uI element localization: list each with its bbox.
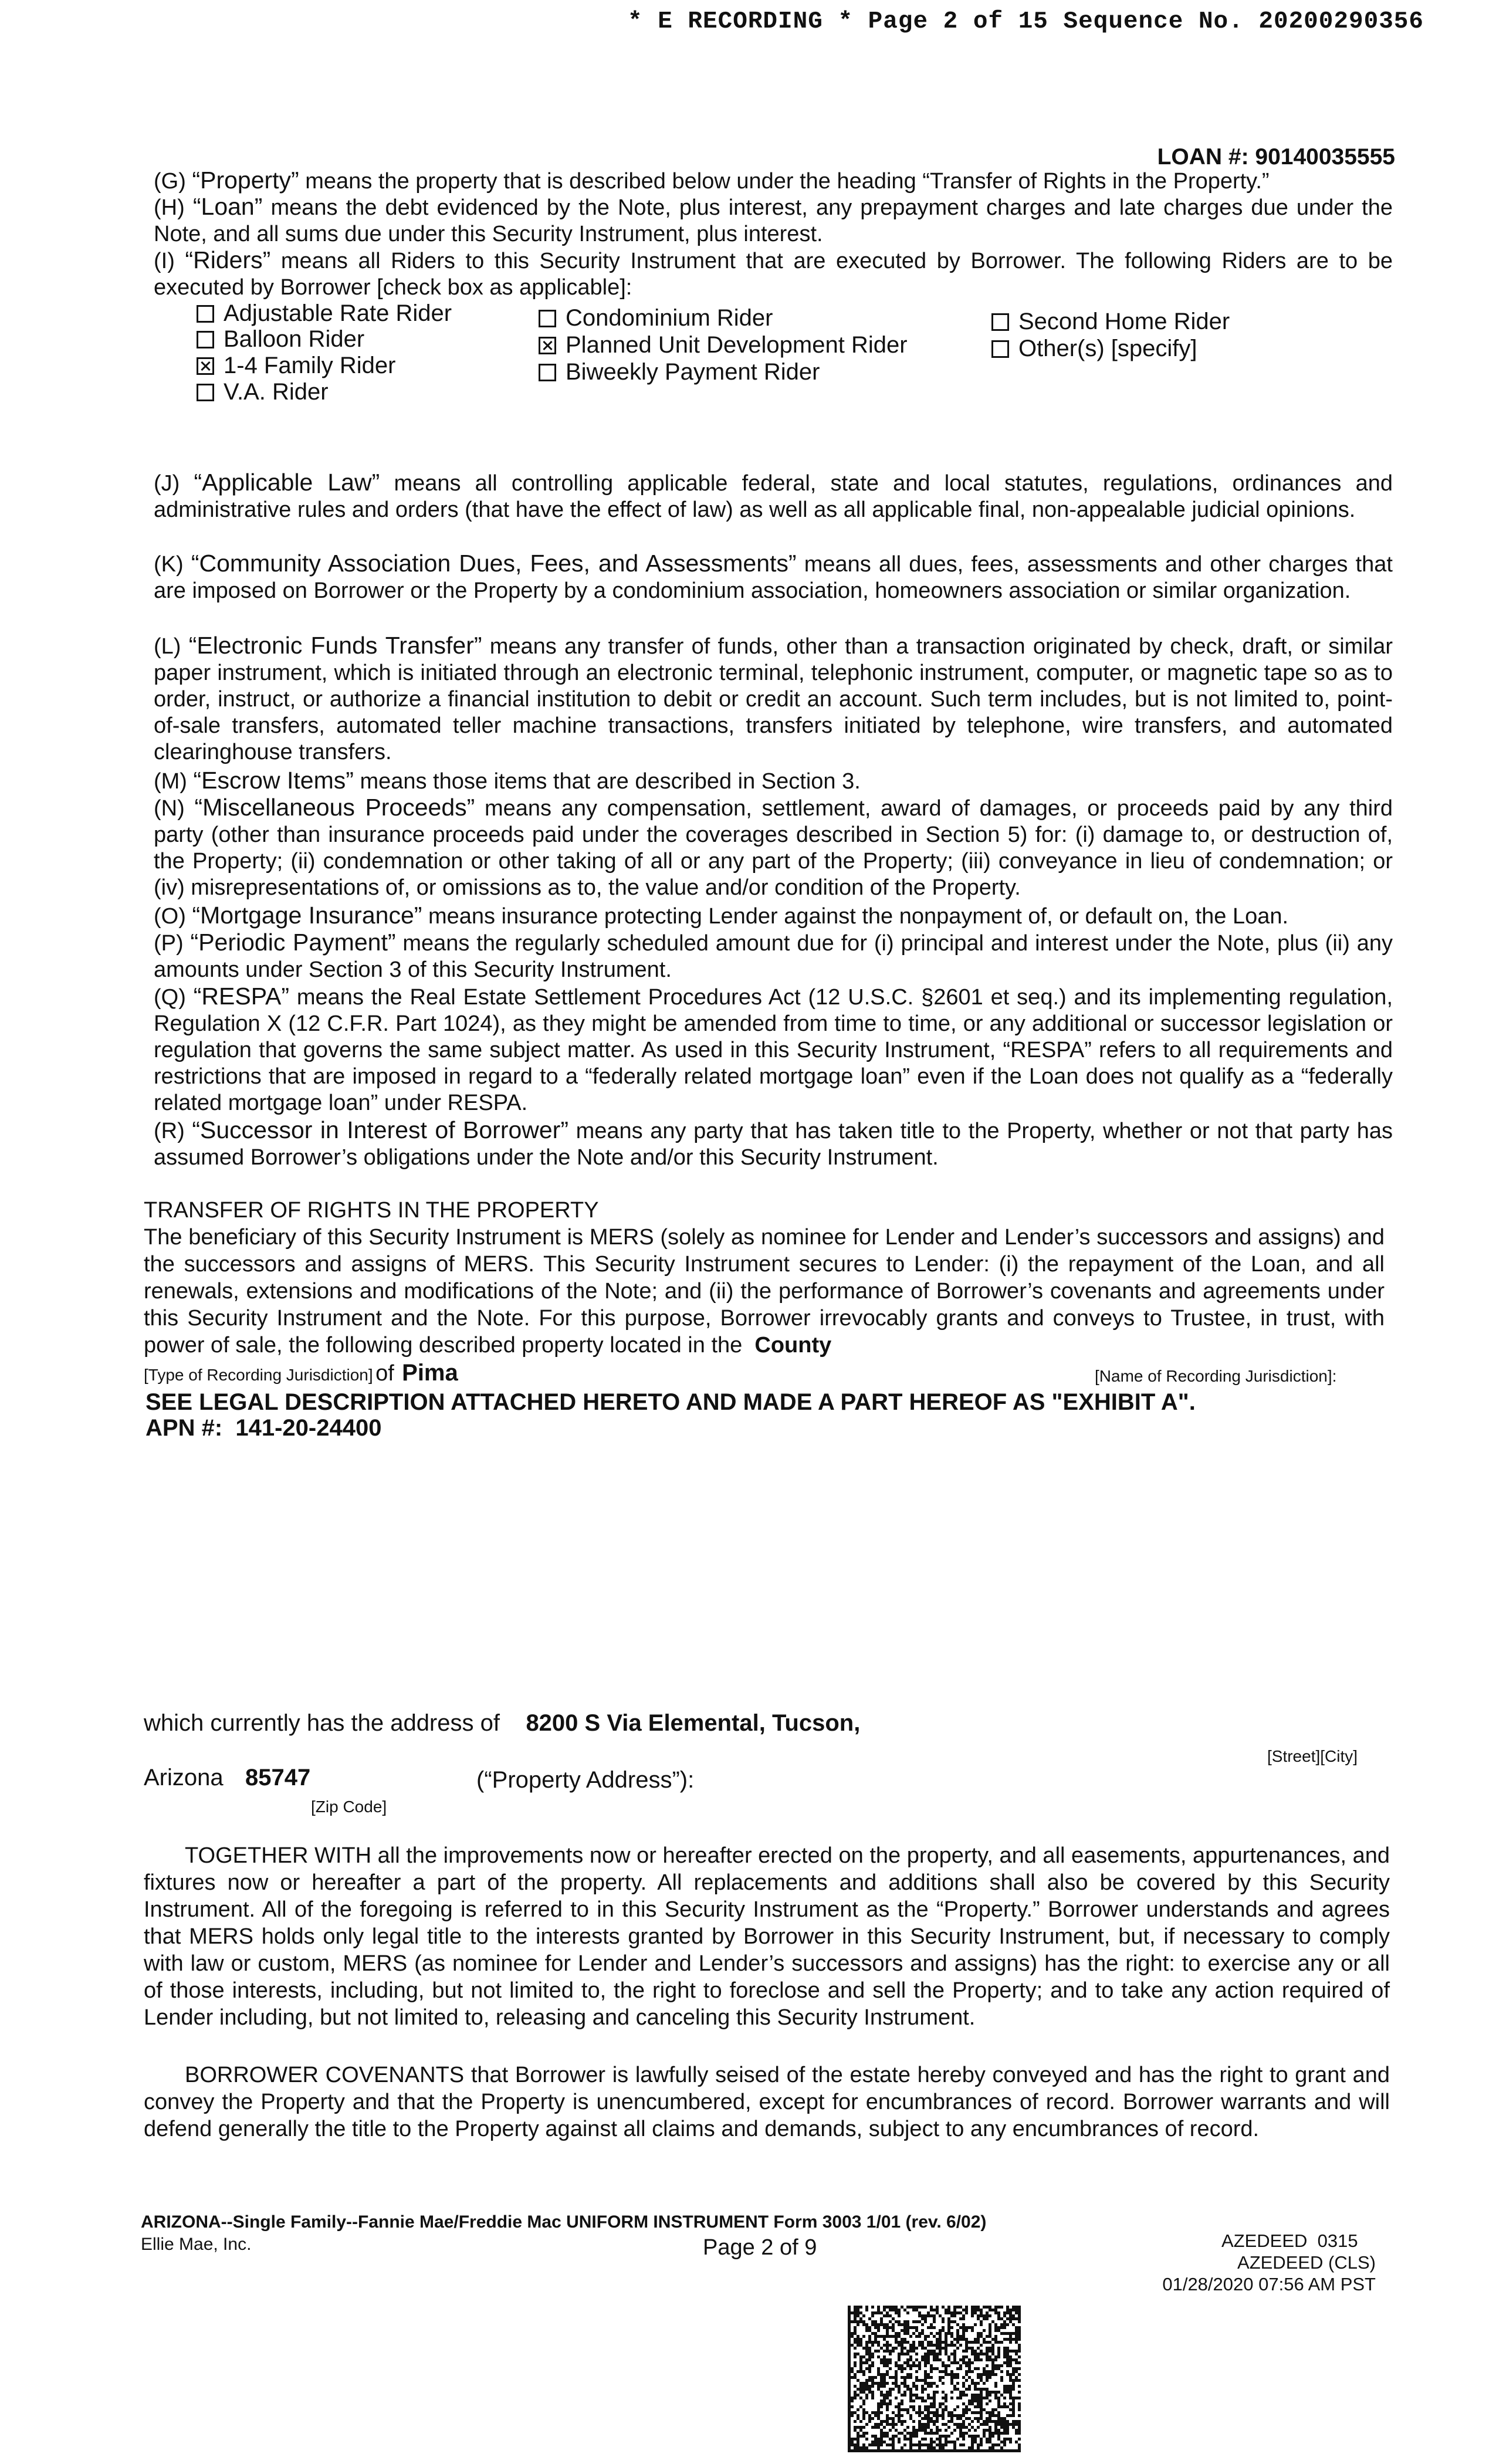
apn-value: 141-20-24400 bbox=[235, 1415, 382, 1441]
jurisdiction-name-label: [Name of Recording Jurisdiction]: bbox=[1095, 1367, 1337, 1385]
rider-biweekly-payment[interactable] bbox=[539, 359, 820, 385]
loan-number bbox=[1157, 144, 1395, 170]
rider-label: 1-4 Family Rider bbox=[224, 353, 396, 378]
rider-adjustable-rate[interactable] bbox=[197, 300, 452, 327]
rider-second-home[interactable] bbox=[991, 309, 1230, 335]
state: Arizona bbox=[144, 1765, 224, 1791]
def-letter: (L) bbox=[154, 634, 181, 659]
def-term: “Community Association Dues, Fees, and Assessments” bbox=[191, 550, 797, 577]
rider-condominium[interactable] bbox=[539, 305, 773, 331]
apn-label: APN #: bbox=[145, 1415, 223, 1441]
def-term: “Loan” bbox=[192, 193, 263, 220]
transfer-body bbox=[144, 1224, 1385, 1359]
def-text: means the regularly scheduled amount due for (i) principal and interest under the Note, plus (ii) any amounts under Section 3 of this Security Instrument. bbox=[154, 931, 1393, 982]
def-text: means all dues, fees, assessments and other charges that are imposed on Borrower or the Property by a condominium association, homeowners association or similar organization. bbox=[154, 552, 1393, 603]
checkbox-icon[interactable] bbox=[197, 357, 214, 375]
definition-r bbox=[154, 1117, 1393, 1171]
def-letter: (O) bbox=[154, 904, 186, 929]
checkbox-icon[interactable] bbox=[539, 337, 556, 354]
def-letter: (Q) bbox=[154, 985, 186, 1010]
def-term: “Mortgage Insurance” bbox=[192, 902, 422, 929]
definition-l bbox=[154, 632, 1393, 766]
rider-label: Planned Unit Development Rider bbox=[566, 332, 908, 358]
rider-label: Second Home Rider bbox=[1018, 309, 1230, 334]
rider-label: Balloon Rider bbox=[224, 326, 365, 352]
def-text: means the Real Estate Settlement Procedures Act (12 U.S.C. §2601 et seq.) and its implementing regulation, Regulation X (12 C.F.R. Part 1024), as they might be amended from time to time, or any additional or successor legislation or regulation that governs the same subject matter. As used in this Security Instrument, “RESPA” refers to all requirements and restrictions that are imposed in regard to a “federally related mortgage loan” even if the Loan does not qualify as a “federally related mortgage loan” under RESPA. bbox=[154, 985, 1393, 1115]
jurisdiction-name: Pima bbox=[402, 1360, 458, 1386]
rider-planned-unit-development[interactable] bbox=[539, 332, 908, 358]
definition-i bbox=[154, 247, 1393, 301]
def-text: means all Riders to this Security Instrument that are executed by Borrower. The following Riders are to be executed by Borrower [check box as applicable]: bbox=[154, 249, 1393, 300]
address-line bbox=[144, 1710, 860, 1737]
address-prefix: which currently has the address of bbox=[144, 1710, 500, 1736]
definition-q bbox=[154, 983, 1393, 1116]
rider-other[interactable] bbox=[991, 336, 1197, 362]
def-text: means the debt evidenced by the Note, plus interest, any prepayment charges and late charges due under the Note, and all sums due under this Security Instrument, plus interest. bbox=[154, 195, 1393, 246]
definition-j bbox=[154, 469, 1393, 523]
def-term: “Successor in Interest of Borrower” bbox=[192, 1116, 568, 1143]
checkbox-icon[interactable] bbox=[197, 384, 214, 401]
loan-label: LOAN #: bbox=[1157, 144, 1249, 170]
checkbox-icon[interactable] bbox=[197, 305, 214, 323]
zip-code-label: [Zip Code] bbox=[311, 1798, 387, 1816]
definition-p bbox=[154, 929, 1393, 983]
borrower-covenants-paragraph: BORROWER COVENANTS that Borrower is lawfully seised of the estate hereby conveyed and has the right to grant and convey the Property and that the Property is unencumbered, except for encumbrances of record. Borrower warrants and will defend generally the title to the Property against all claims and demands, subject to any encumbrances of record. bbox=[144, 2063, 1390, 2141]
def-term: “RESPA” bbox=[193, 983, 290, 1010]
def-letter: (P) bbox=[154, 931, 184, 956]
together-with-paragraph: TOGETHER WITH all the improvements now or hereafter erected on the property, and all easements, appurtenances, and fixtures now or hereafter a part of the property. All replacements and additions shall also be covered by this Security Instrument. All of the foregoing is referred to in this Security Instrument as the “Property.” Borrower understands and agrees that MERS holds only legal title to the interests granted by Borrower in this Security Instrument, but, if necessary to comply with law or custom, MERS (as nominee for Lender and Lender’s successors and assigns) has the right: to exercise any or all of those interests, including, but not limited to, the right to foreclose and sell the Property; and to take any action required of Lender including, but not limited to, releasing and canceling this Security Instrument. bbox=[144, 1843, 1390, 2030]
rider-label: V.A. Rider bbox=[224, 379, 329, 405]
checkbox-icon[interactable] bbox=[991, 313, 1009, 331]
of-word: of bbox=[375, 1361, 394, 1386]
checkbox-icon[interactable] bbox=[991, 340, 1009, 358]
form-code-cls: AZEDEED (CLS) bbox=[1237, 2252, 1376, 2273]
def-term: “Property” bbox=[192, 167, 299, 194]
definition-o bbox=[154, 902, 1393, 930]
definition-g bbox=[154, 167, 1393, 195]
jurisdiction-type: County bbox=[754, 1333, 832, 1358]
rider-label: Condominium Rider bbox=[566, 305, 773, 331]
form-identifier: ARIZONA--Single Family--Fannie Mae/Freddie Mac UNIFORM INSTRUMENT Form 3003 1/01 (rev. 6/02) bbox=[141, 2212, 987, 2232]
def-term: “Applicable Law” bbox=[194, 469, 380, 496]
checkbox-icon[interactable] bbox=[539, 364, 556, 381]
definition-m bbox=[154, 767, 1393, 795]
form-code: AZEDEED 0315 bbox=[1221, 2231, 1358, 2251]
print-timestamp: 01/28/2020 07:56 AM PST bbox=[1162, 2274, 1376, 2294]
jurisdiction-type-label: [Type of Recording Jurisdiction] bbox=[144, 1366, 373, 1384]
recording-header: * E RECORDING * Page 2 of 15 Sequence No. 20200290356 bbox=[628, 8, 1424, 35]
zip-code: 85747 bbox=[245, 1765, 311, 1791]
legal-description: SEE LEGAL DESCRIPTION ATTACHED HERETO AND MADE A PART HEREOF AS "EXHIBIT A". bbox=[145, 1389, 1196, 1415]
def-letter: (I) bbox=[154, 249, 175, 273]
def-text: means those items that are described in Section 3. bbox=[353, 769, 861, 794]
loan-value: 90140035555 bbox=[1255, 144, 1395, 170]
barcode-icon bbox=[848, 2306, 1021, 2452]
definition-n bbox=[154, 794, 1393, 901]
def-text: means any party that has taken title to the Property, whether or not that party has assumed Borrower’s obligations under the Note and/or this Security Instrument. bbox=[154, 1119, 1393, 1170]
def-text: means the property that is described below under the heading “Transfer of Rights in the Property.” bbox=[299, 169, 1270, 194]
apn-line bbox=[145, 1415, 381, 1441]
def-letter: (J) bbox=[154, 471, 180, 496]
jurisdiction-line bbox=[144, 1360, 458, 1386]
street-city-label: [Street][City] bbox=[1267, 1747, 1358, 1765]
def-term: “Periodic Payment” bbox=[190, 929, 396, 956]
rider-label: Biweekly Payment Rider bbox=[566, 359, 820, 385]
def-text: means any compensation, settlement, award of damages, or proceeds paid by any third party (other than insurance proceeds paid under the coverages described in Section 5) for: (i) damage to, or destruction of, the Property; (ii) condemnation or other taking of all or any part of the Property; (iii) conveyance in lieu of condemnation; or (iv) misrepresentations of, or omissions as to, the value and/or condition of the Property. bbox=[154, 796, 1393, 900]
def-term: “Riders” bbox=[185, 246, 271, 273]
def-text: means all controlling applicable federal, state and local statutes, regulations, ordinances and administrative rules and orders (that have the effect of law) as well as all applicable final, non-appealable judicial opinions. bbox=[154, 471, 1393, 522]
def-letter: (K) bbox=[154, 552, 184, 577]
definition-k bbox=[154, 550, 1393, 604]
def-term: “Miscellaneous Proceeds” bbox=[194, 794, 475, 821]
def-letter: (H) bbox=[154, 195, 185, 220]
street-city: 8200 S Via Elemental, Tucson, bbox=[526, 1710, 861, 1736]
transfer-text: The beneficiary of this Security Instrument is MERS (solely as nominee for Lender and Lender’s successors and assigns) and the successors and assigns of MERS. This Security Instrument secures to Lender: (i) the repayment of the Loan, and all renewals, extensions and modifications of the Note; and (ii) the performance of Borrower’s covenants and agreements under this Security Instrument and the Note. For this purpose, Borrower irrevocably grants and conveys to Trustee, in trust, with power of sale, the following described property located in the bbox=[144, 1225, 1385, 1358]
rider-balloon[interactable] bbox=[197, 326, 364, 353]
def-text: means any transfer of funds, other than a transaction originated by check, draft, or similar paper instrument, which is initiated through an electronic terminal, telephonic instrument, computer, or magnetic tape so as to order, instruct, or authorize a financial institution to debit or credit an account. Such term includes, but is not limited to, point-of-sale transfers, automated teller machine transactions, transfers initiated by telephone, wire transfers, and automated clearinghouse transfers. bbox=[154, 634, 1393, 764]
transfer-heading: TRANSFER OF RIGHTS IN THE PROPERTY bbox=[144, 1198, 599, 1223]
def-letter: (G) bbox=[154, 169, 186, 194]
def-term: “Electronic Funds Transfer” bbox=[188, 632, 482, 659]
def-text: means insurance protecting Lender against the nonpayment of, or default on, the Loan. bbox=[422, 904, 1289, 929]
checkbox-icon[interactable] bbox=[197, 331, 214, 348]
def-letter: (N) bbox=[154, 796, 185, 821]
footer-codes bbox=[1162, 2252, 1376, 2295]
vendor-name: Ellie Mae, Inc. bbox=[141, 2235, 252, 2254]
checkbox-icon[interactable] bbox=[539, 310, 556, 327]
definition-h bbox=[154, 194, 1393, 248]
def-letter: (R) bbox=[154, 1119, 185, 1143]
property-address-label: (“Property Address”): bbox=[476, 1767, 695, 1793]
def-letter: (M) bbox=[154, 769, 187, 794]
rider-va[interactable] bbox=[197, 379, 329, 405]
rider-label: Other(s) [specify] bbox=[1018, 336, 1197, 361]
rider-1-4-family[interactable] bbox=[197, 353, 395, 379]
page-number: Page 2 of 9 bbox=[703, 2235, 817, 2260]
def-term: “Escrow Items” bbox=[193, 767, 354, 794]
rider-label: Adjustable Rate Rider bbox=[224, 300, 452, 326]
